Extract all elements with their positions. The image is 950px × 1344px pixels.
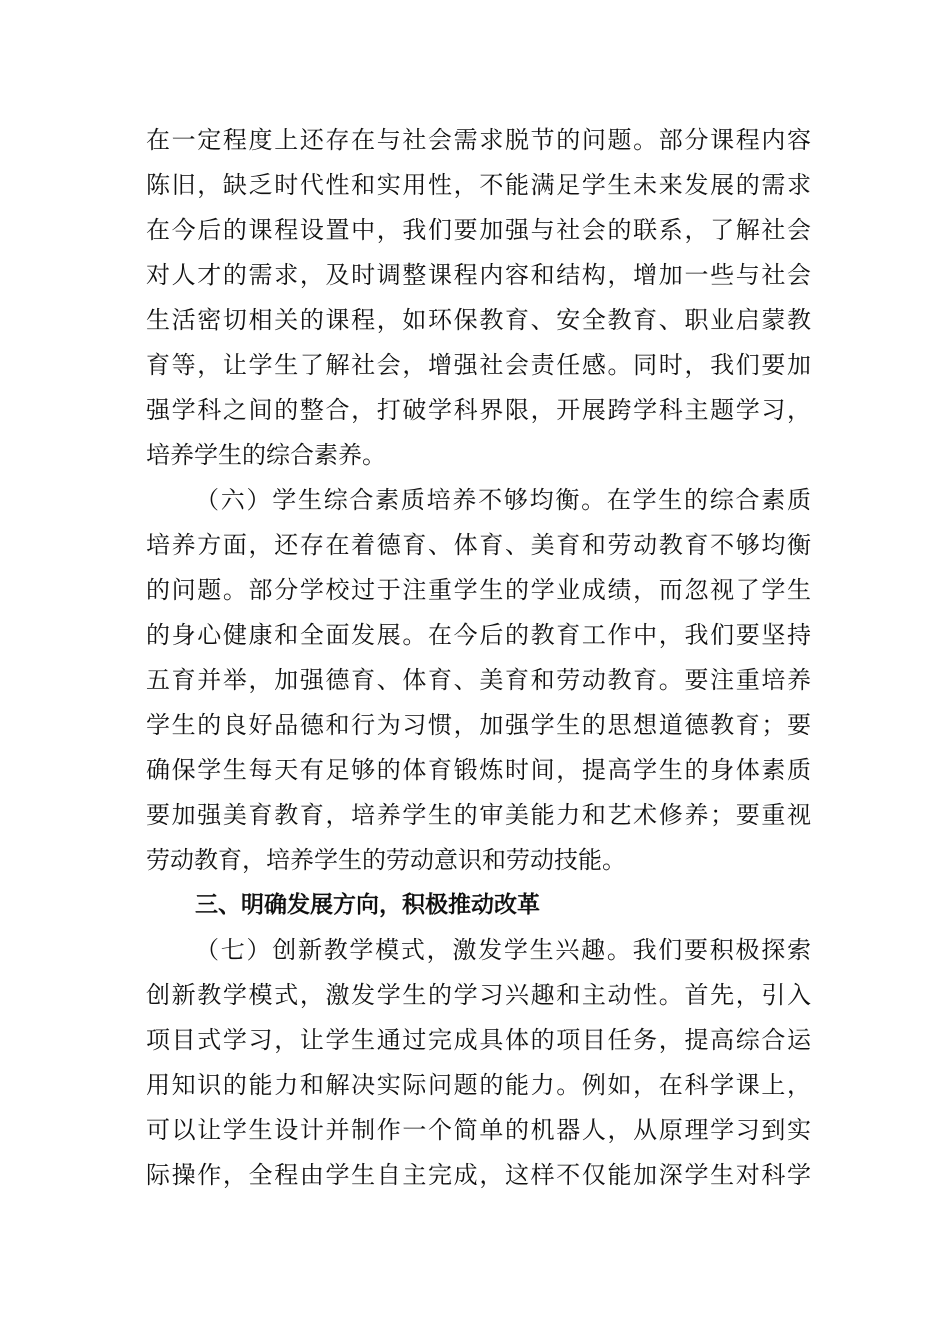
paragraph-2-line-6: 学生的良好品德和行为习惯，加强学生的思想道德教育；要	[146, 711, 811, 739]
paragraph-2-line-1: （六）学生综合素质培养不够均衡。在学生的综合素质	[195, 486, 811, 514]
paragraph-2-line-4: 的身心健康和全面发展。在今后的教育工作中，我们要坚持	[146, 621, 811, 649]
paragraph-1-line-4: 对人才的需求，及时调整课程内容和结构，增加一些与社会	[146, 261, 811, 289]
paragraph-2-line-8: 要加强美育教育，培养学生的审美能力和艺术修养；要重视	[146, 801, 811, 829]
paragraph-2-line-7: 确保学生每天有足够的体育锻炼时间，提高学生的身体素质	[146, 756, 811, 784]
paragraph-3-line-1: （七）创新教学模式，激发学生兴趣。我们要积极探索	[195, 936, 811, 964]
paragraph-2-line-9: 劳动教育，培养学生的劳动意识和劳动技能。	[146, 846, 626, 874]
paragraph-2-line-3: 的问题。部分学校过于注重学生的学业成绩，而忽视了学生	[146, 576, 811, 604]
paragraph-1-line-8: 培养学生的综合素养。	[146, 441, 386, 469]
paragraph-2-line-2: 培养方面，还存在着德育、体育、美育和劳动教育不够均衡	[146, 531, 811, 559]
paragraph-3-line-2: 创新教学模式，激发学生的学习兴趣和主动性。首先，引入	[146, 981, 811, 1009]
paragraph-3-line-3: 项目式学习，让学生通过完成具体的项目任务，提高综合运	[146, 1026, 811, 1054]
paragraph-3-line-6: 际操作，全程由学生自主完成，这样不仅能加深学生对科学	[146, 1161, 811, 1189]
paragraph-3-line-5: 可以让学生设计并制作一个简单的机器人，从原理学习到实	[146, 1116, 811, 1144]
paragraph-1-line-5: 生活密切相关的课程，如环保教育、安全教育、职业启蒙教	[146, 306, 811, 334]
paragraph-1-line-6: 育等，让学生了解社会，增强社会责任感。同时，我们要加	[146, 351, 811, 379]
paragraph-1-line-7: 强学科之间的整合，打破学科界限，开展跨学科主题学习，	[146, 396, 811, 424]
section-heading: 三、明确发展方向，积极推动改革	[195, 892, 540, 918]
paragraph-1-line-2: 陈旧，缺乏时代性和实用性，不能满足学生未来发展的需求	[146, 171, 811, 199]
paragraph-1-line-3: 在今后的课程设置中，我们要加强与社会的联系，了解社会	[146, 216, 811, 244]
paragraph-2-line-5: 五育并举，加强德育、体育、美育和劳动教育。要注重培养	[146, 666, 811, 694]
paragraph-1-line-1: 在一定程度上还存在与社会需求脱节的问题。部分课程内容	[146, 126, 811, 154]
paragraph-3-line-4: 用知识的能力和解决实际问题的能力。例如，在科学课上，	[146, 1071, 811, 1099]
